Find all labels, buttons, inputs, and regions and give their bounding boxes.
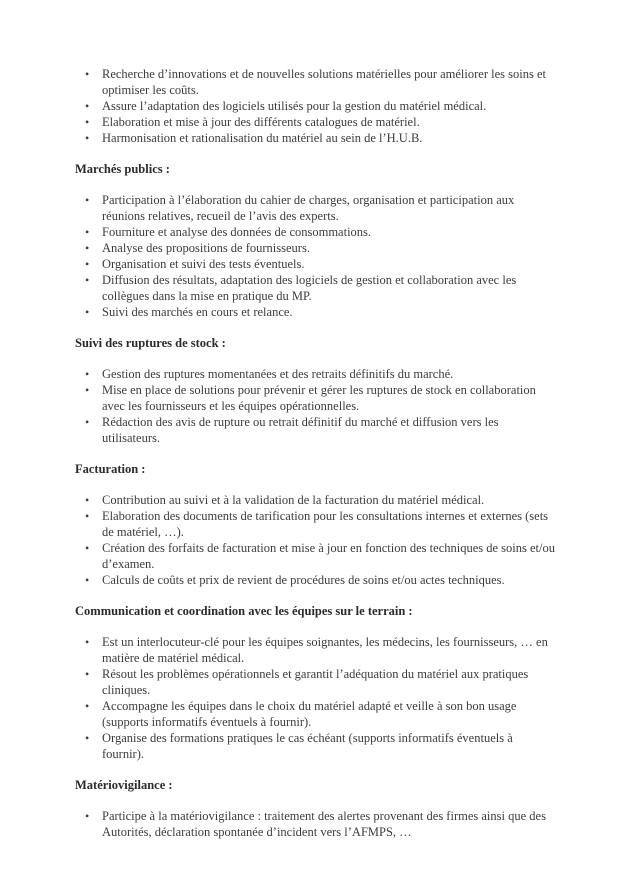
section-heading: Facturation :	[75, 462, 146, 476]
document-section	[75, 335, 557, 446]
bullet-item: • Participation à l’élaboration du cahier de charges, organisation et participation aux réunions relatives, recueil de l’avis des experts.	[102, 192, 557, 224]
bullet-item: • Recherche d’innovations et de nouvelles solutions matérielles pour améliorer les soins et optimiser les coûts.	[102, 66, 557, 98]
bullet-list	[75, 492, 557, 588]
bullet-item: • Contribution au suivi et à la validation de la facturation du matériel médical.	[102, 492, 557, 508]
bullet-item: • Est un interlocuteur-clé pour les équipes soignantes, les médecins, les fournisseurs, … en matière de matériel médical.	[102, 634, 557, 666]
bullet-item: • Mise en place de solutions pour prévenir et gérer les ruptures de stock en collaboration avec les fournisseurs et les équipes opérationnelles.	[102, 382, 557, 414]
bullet-item: • Elaboration des documents de tarification pour les consultations internes et externes (sets de matériel, …).	[102, 508, 557, 540]
bullet-item: • Organise des formations pratiques le cas échéant (supports informatifs éventuels à fournir).	[102, 730, 557, 762]
bullet-item: • Organisation et suivi des tests éventuels.	[102, 256, 557, 272]
bullet-list	[75, 66, 557, 146]
document-section	[75, 66, 557, 146]
bullet-item: • Création des forfaits de facturation et mise à jour en fonction des techniques de soins et/ou d’examen.	[102, 540, 557, 572]
section-heading: Matériovigilance :	[75, 778, 173, 792]
document-section	[75, 161, 557, 320]
section-heading: Suivi des ruptures de stock :	[75, 336, 226, 350]
document-section	[75, 777, 557, 840]
bullet-item: • Harmonisation et rationalisation du matériel au sein de l’H.U.B.	[102, 130, 557, 146]
document-section	[75, 603, 557, 762]
bullet-item: • Diffusion des résultats, adaptation des logiciels de gestion et collaboration avec les collègues dans la mise en pratique du MP.	[102, 272, 557, 304]
bullet-item: • Calculs de coûts et prix de revient de procédures de soins et/ou actes techniques.	[102, 572, 557, 588]
bullet-item: • Analyse des propositions de fournisseurs.	[102, 240, 557, 256]
section-heading: Marchés publics :	[75, 162, 170, 176]
bullet-item: • Suivi des marchés en cours et relance.	[102, 304, 557, 320]
bullet-list	[75, 366, 557, 446]
bullet-item: • Participe à la matériovigilance : traitement des alertes provenant des firmes ainsi que des Autorités, déclaration spontanée d’incident vers l’AFMPS, …	[102, 808, 557, 840]
bullet-list	[75, 634, 557, 762]
document-body	[75, 66, 557, 840]
bullet-item: • Accompagne les équipes dans le choix du matériel adapté et veille à son bon usage (supports informatifs éventuels à fournir).	[102, 698, 557, 730]
bullet-item: • Rédaction des avis de rupture ou retrait définitif du marché et diffusion vers les utilisateurs.	[102, 414, 557, 446]
bullet-item: • Résout les problèmes opérationnels et garantit l’adéquation du matériel aux pratiques cliniques.	[102, 666, 557, 698]
document-section	[75, 461, 557, 588]
bullet-item: • Fourniture et analyse des données de consommations.	[102, 224, 557, 240]
bullet-list	[75, 192, 557, 320]
bullet-list	[75, 808, 557, 840]
bullet-item: • Assure l’adaptation des logiciels utilisés pour la gestion du matériel médical.	[102, 98, 557, 114]
bullet-item: • Elaboration et mise à jour des différents catalogues de matériel.	[102, 114, 557, 130]
bullet-item: • Gestion des ruptures momentanées et des retraits définitifs du marché.	[102, 366, 557, 382]
section-heading: Communication et coordination avec les équipes sur le terrain :	[75, 604, 413, 618]
